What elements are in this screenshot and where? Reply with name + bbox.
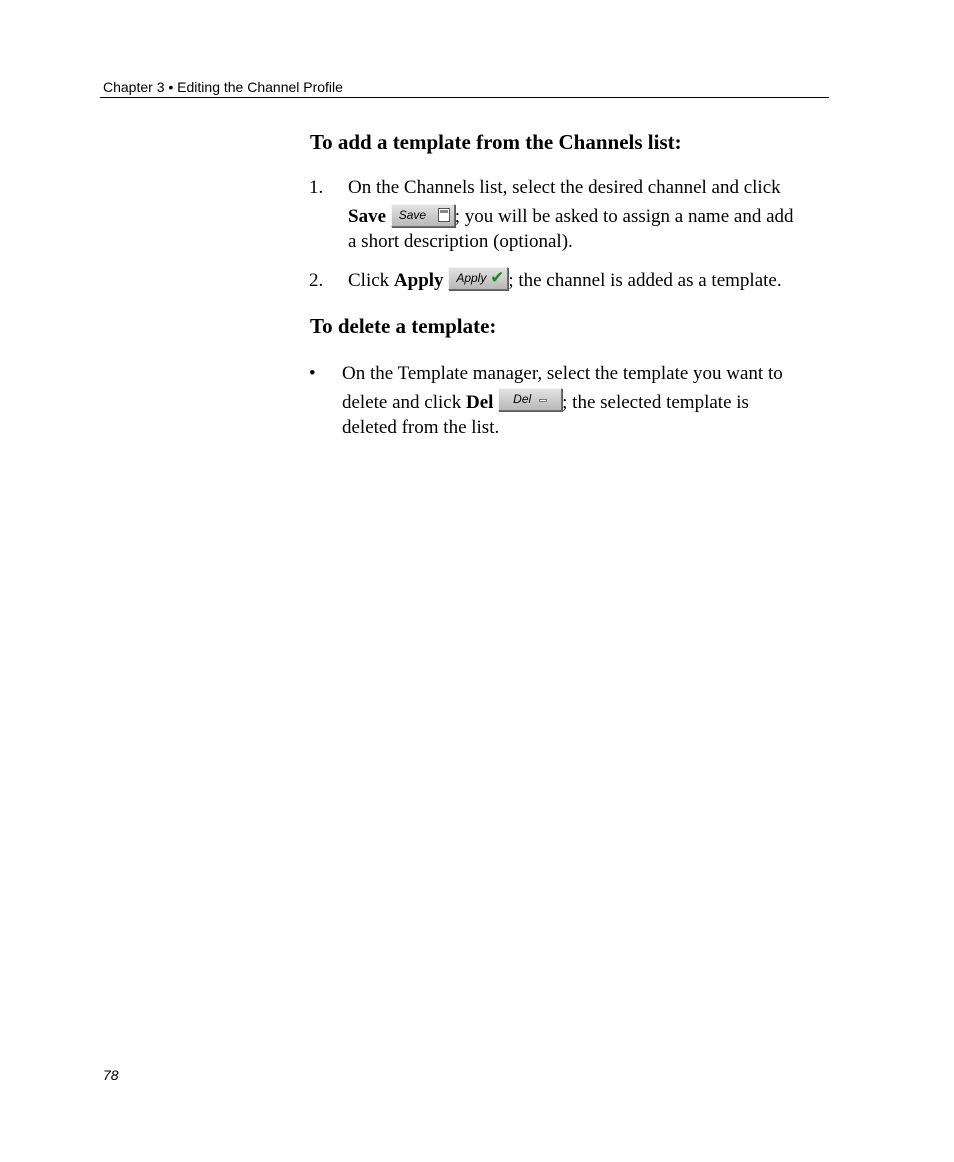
step-2-pre: Click: [348, 270, 394, 291]
del-button-label: Del: [513, 392, 532, 406]
delete-line-2: [342, 391, 783, 416]
delete-line-2-rest: ; the selected template is: [562, 392, 749, 413]
apply-button-label: Apply: [456, 271, 487, 285]
delete-bullet-text: [342, 362, 783, 440]
step-1-line-2-rest: ; you will be asked to assign a name and add: [454, 206, 794, 227]
del-button[interactable]: [498, 388, 562, 411]
save-label: Save: [348, 206, 386, 227]
step-1-line-3: a short description (optional).: [348, 231, 573, 252]
delete-pre: delete and click: [342, 392, 466, 413]
add-template-heading: To add a template from the Channels list:: [310, 130, 682, 154]
page-number: 78: [103, 1067, 119, 1083]
step-1-line-2: [348, 205, 794, 230]
minus-icon: [539, 399, 547, 402]
step-2-rest: ; the channel is added as a template.: [508, 270, 782, 291]
step-2-line: [348, 269, 782, 294]
delete-line-1: On the Template manager, select the template you want to: [342, 363, 783, 384]
step-1-number: 1.: [309, 177, 324, 198]
save-button-label: Save: [398, 208, 427, 222]
save-button[interactable]: [391, 204, 455, 227]
delete-template-heading: To delete a template:: [310, 314, 497, 338]
checkmark-icon: ✔: [490, 268, 505, 288]
step-2-text: [348, 269, 782, 294]
floppy-disk-icon: [438, 208, 450, 222]
step-2-number: 2.: [309, 270, 324, 291]
del-label: Del: [465, 392, 494, 413]
step-1-text: [348, 176, 794, 254]
header-separator: •: [168, 79, 174, 95]
section-title: Editing the Channel Profile: [177, 79, 343, 95]
apply-label: Apply: [393, 270, 444, 291]
step-1-line-1: On the Channels list, select the desired channel and click: [348, 177, 781, 198]
running-header: [103, 79, 343, 95]
apply-button[interactable]: [448, 267, 508, 290]
bullet-symbol: •: [309, 363, 316, 384]
delete-line-3: deleted from the list.: [342, 417, 500, 438]
header-rule: [100, 97, 829, 98]
chapter-label: Chapter 3: [103, 79, 165, 95]
